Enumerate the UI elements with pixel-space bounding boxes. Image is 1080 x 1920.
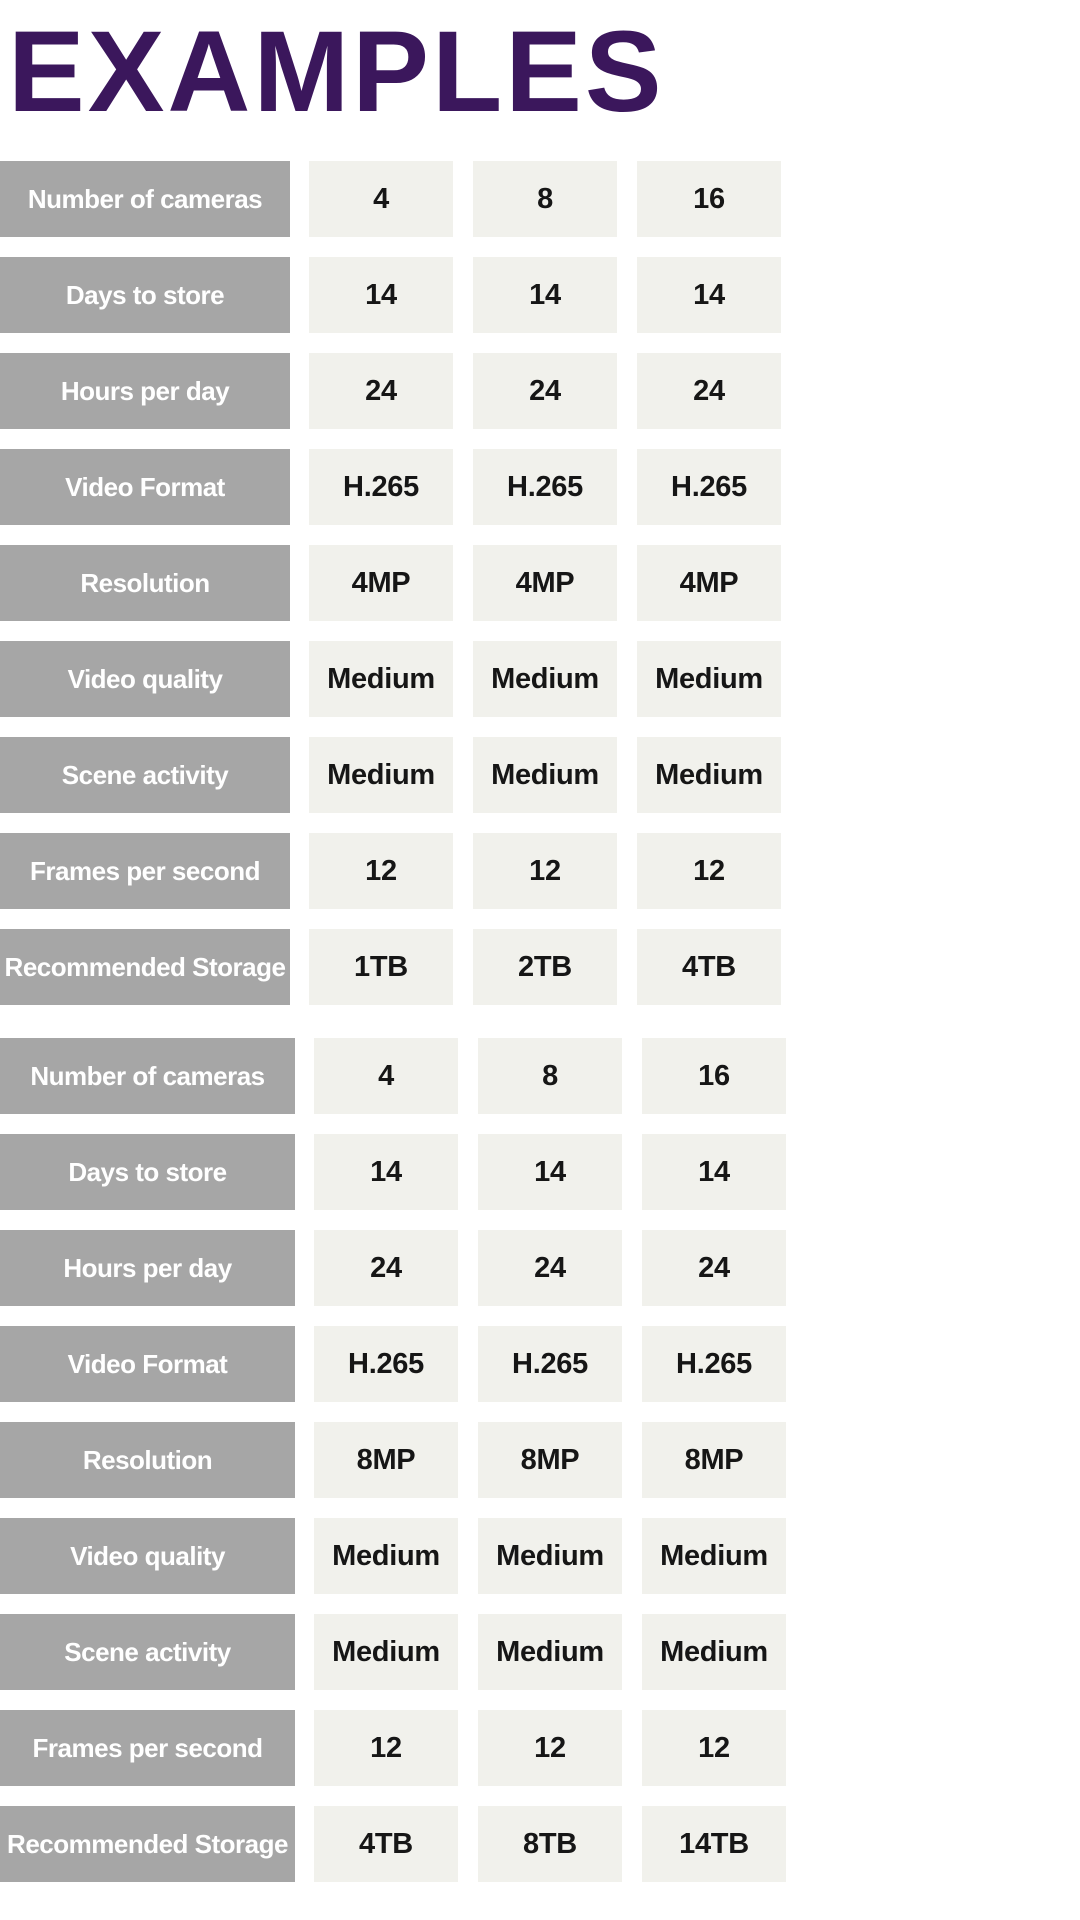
row-label: Video Format	[0, 1326, 295, 1402]
row-label: Scene activity	[0, 737, 290, 813]
page	[0, 8, 1080, 1920]
value-cell: Medium	[473, 641, 617, 717]
value-cell: 14	[314, 1134, 458, 1210]
row-label: Hours per day	[0, 353, 290, 429]
table-row	[0, 929, 1080, 1005]
value-cell: Medium	[314, 1518, 458, 1594]
row-label: Frames per second	[0, 833, 290, 909]
value-cell: 2TB	[473, 929, 617, 1005]
value-cell: 8MP	[642, 1422, 786, 1498]
row-label: Scene activity	[0, 1614, 295, 1690]
value-cell: 24	[314, 1230, 458, 1306]
row-label: Hours per day	[0, 1230, 295, 1306]
value-cell: 4MP	[473, 545, 617, 621]
value-cell: Medium	[314, 1614, 458, 1690]
table-row	[0, 1326, 1080, 1402]
row-label: Resolution	[0, 545, 290, 621]
row-label: Days to store	[0, 257, 290, 333]
row-label: Recommended Storage	[0, 929, 290, 1005]
row-label: Video quality	[0, 641, 290, 717]
value-cell: H.265	[642, 1326, 786, 1402]
value-cell: 12	[637, 833, 781, 909]
value-cell: 4TB	[314, 1806, 458, 1882]
row-label: Video quality	[0, 1518, 295, 1594]
value-cell: 8TB	[478, 1806, 622, 1882]
value-cell: Medium	[637, 737, 781, 813]
table-row	[0, 1230, 1080, 1306]
value-cell: H.265	[309, 449, 453, 525]
value-cell: Medium	[309, 737, 453, 813]
value-cell: 24	[478, 1230, 622, 1306]
value-cell: H.265	[473, 449, 617, 525]
row-label: Number of cameras	[0, 1038, 295, 1114]
value-cell: 14	[478, 1134, 622, 1210]
table-row	[0, 1518, 1080, 1594]
examples-table-8mp	[0, 1038, 1080, 1882]
value-cell: Medium	[637, 641, 781, 717]
row-label: Number of cameras	[0, 161, 290, 237]
table-row	[0, 1038, 1080, 1114]
value-cell: 4	[309, 161, 453, 237]
table-row	[0, 737, 1080, 813]
value-cell: Medium	[642, 1614, 786, 1690]
value-cell: Medium	[478, 1518, 622, 1594]
value-cell: H.265	[314, 1326, 458, 1402]
page-title: EXAMPLES	[8, 8, 665, 136]
value-cell: 8	[478, 1038, 622, 1114]
value-cell: H.265	[478, 1326, 622, 1402]
value-cell: 14	[309, 257, 453, 333]
value-cell: 4MP	[637, 545, 781, 621]
value-cell: 1TB	[309, 929, 453, 1005]
value-cell: Medium	[473, 737, 617, 813]
table-row	[0, 833, 1080, 909]
value-cell: H.265	[637, 449, 781, 525]
value-cell: 8MP	[478, 1422, 622, 1498]
value-cell: 14TB	[642, 1806, 786, 1882]
row-label: Frames per second	[0, 1710, 295, 1786]
table-row	[0, 1134, 1080, 1210]
value-cell: Medium	[309, 641, 453, 717]
row-label: Video Format	[0, 449, 290, 525]
value-cell: 8MP	[314, 1422, 458, 1498]
row-label: Resolution	[0, 1422, 295, 1498]
value-cell: 12	[314, 1710, 458, 1786]
table-row	[0, 257, 1080, 333]
value-cell: 14	[637, 257, 781, 333]
table-row	[0, 641, 1080, 717]
value-cell: 14	[473, 257, 617, 333]
value-cell: 12	[473, 833, 617, 909]
value-cell: 12	[478, 1710, 622, 1786]
value-cell: 12	[642, 1710, 786, 1786]
table-row	[0, 1614, 1080, 1690]
value-cell: 8	[473, 161, 617, 237]
table-row	[0, 1422, 1080, 1498]
value-cell: 12	[309, 833, 453, 909]
examples-table-4mp	[0, 161, 1080, 1005]
table-row	[0, 1710, 1080, 1786]
row-label: Recommended Storage	[0, 1806, 295, 1882]
value-cell: Medium	[642, 1518, 786, 1594]
table-row	[0, 545, 1080, 621]
value-cell: 24	[309, 353, 453, 429]
value-cell: 4MP	[309, 545, 453, 621]
table-row	[0, 353, 1080, 429]
value-cell: 4TB	[637, 929, 781, 1005]
table-row	[0, 1806, 1080, 1882]
table-row	[0, 161, 1080, 237]
value-cell: Medium	[478, 1614, 622, 1690]
value-cell: 14	[642, 1134, 786, 1210]
value-cell: 24	[473, 353, 617, 429]
value-cell: 16	[637, 161, 781, 237]
value-cell: 24	[637, 353, 781, 429]
row-label: Days to store	[0, 1134, 295, 1210]
value-cell: 24	[642, 1230, 786, 1306]
value-cell: 4	[314, 1038, 458, 1114]
value-cell: 16	[642, 1038, 786, 1114]
table-row	[0, 449, 1080, 525]
